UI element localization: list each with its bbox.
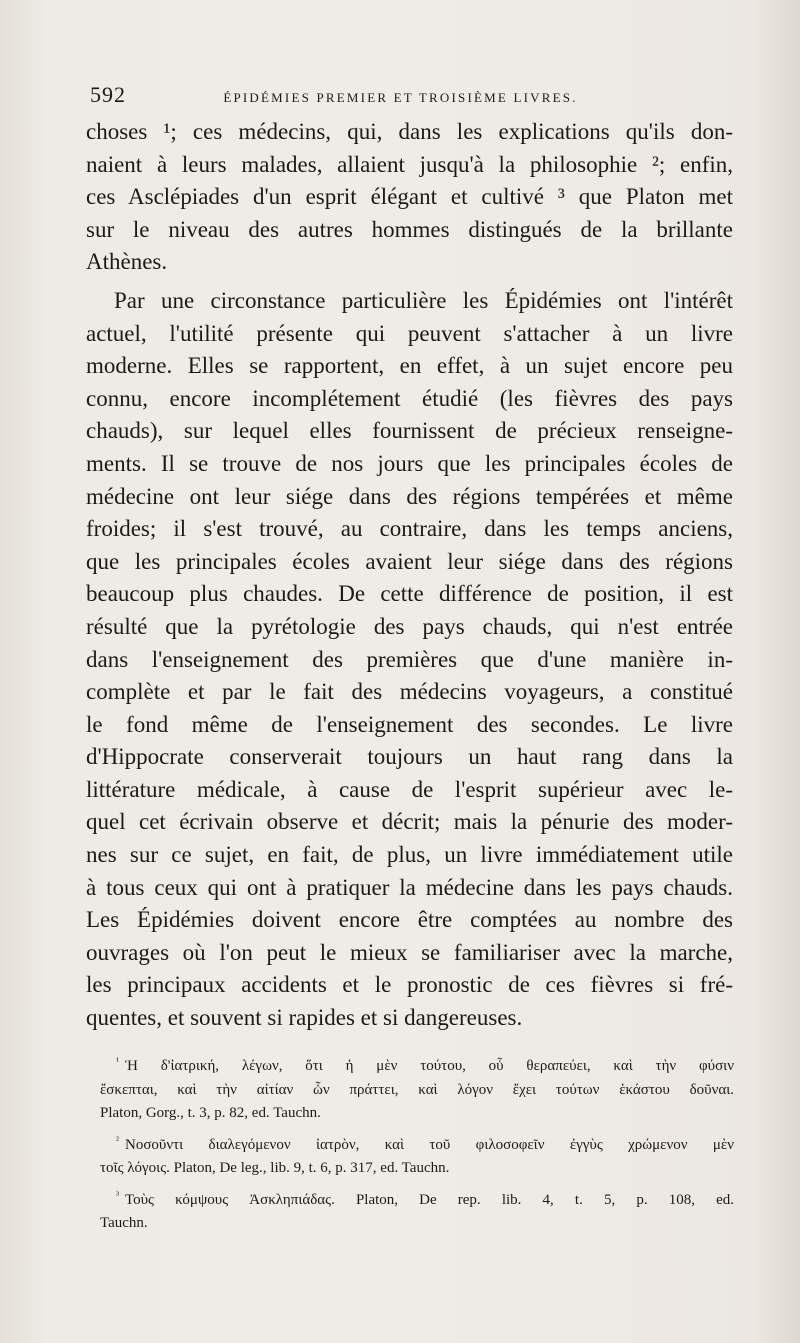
text-line: Les Épidémies doivent encore être comptées au nombre des	[86, 907, 733, 933]
text-line: ces Asclépiades d'un esprit élégant et cultivé ³ que Platon met	[86, 184, 733, 210]
text-line: moderne. Elles se rapportent, en effet, à un sujet encore peu	[86, 353, 733, 379]
text-line: ments. Il se trouve de nos jours que les principales écoles de	[86, 450, 733, 476]
main-text	[86, 116, 733, 1035]
text-line: ouvrages où l'on peut le mieux se familiariser avec la marche,	[86, 939, 733, 965]
text-line: d'Hippocrate conserverait toujours un haut rang dans la	[86, 744, 733, 770]
text-line: littérature médicale, à cause de l'esprit supérieur avec le-	[86, 776, 733, 802]
footnote-line: Platon, Gorg., t. 3, p. 82, ed. Tauchn.	[100, 1105, 321, 1121]
text-line: choses ¹; ces médecins, qui, dans les explications qu'ils don-	[86, 119, 733, 144]
text-line: le fond même de l'enseignement des secondes. Le livre	[86, 711, 733, 737]
text-line: Par une circonstance particulière les Épidémies ont l'intérêt	[114, 287, 733, 313]
footnote-mark: ²	[116, 1134, 119, 1146]
text-line: que les principales écoles avaient leur siége dans des régions	[86, 548, 733, 574]
footnote-1	[100, 1050, 734, 1126]
running-header	[90, 82, 735, 108]
text-line: résulté que la pyrétologie des pays chauds, qui n'est entrée	[86, 613, 733, 639]
footnote-line: $^{^2}$ Νοσοῦντι διαλεγόμενον ἰατρὸν, καὶ τοῦ φιλοσοφεῖν ἐγγὺς χρώμενον μὲν	[116, 1134, 734, 1153]
text-line: médecine ont leur siége dans des régions tempérées et même	[86, 483, 733, 509]
footnote-line: $^{^1}$ Ἡ δ'ἰατρική, λέγων, ὅτι ἡ μὲν τούτου, οὗ θεραπεύει, καὶ τὴν φύσιν	[116, 1056, 734, 1074]
footnote-mark: ³	[116, 1189, 119, 1201]
text-line: actuel, l'utilité présente qui peuvent s'attacher à un livre	[86, 320, 733, 346]
text-line: froides; il s'est trouvé, au contraire, dans les temps anciens,	[86, 516, 733, 542]
text-line: quentes, et souvent si rapides et si dangereuses.	[86, 1005, 523, 1031]
footnote-line: τοῖς λόγοις. Platon, De leg., lib. 9, t. 6, p. 317, ed. Tauchn.	[100, 1160, 450, 1176]
footnote-3	[100, 1184, 734, 1236]
text-line: les principaux accidents et le pronostic de ces fièvres si fré-	[86, 972, 733, 998]
text-line: chauds), sur lequel elles fournissent de précieux renseigne-	[86, 418, 733, 444]
text-line: Athènes.	[86, 249, 168, 275]
footnote-line: $^{^3}$ Τοὺς κόμψους Ἀσκληπιάδας. Platon, De rep. lib. 4, t. 5, p. 108, ed.	[116, 1189, 734, 1208]
footnote-2	[100, 1129, 734, 1181]
text-line: complète et par le fait des médecins voyageurs, a constitué	[86, 679, 733, 705]
footnote-line: ἔσκεπται, καὶ τὴν αἰτίαν ὧν πράττει, καὶ λόγον ἔχει τούτων ἑκάστου δοῦναι.	[100, 1081, 734, 1098]
text-line: à tous ceux qui ont à pratiquer la médecine dans les pays chauds.	[86, 874, 733, 900]
running-title: ÉPIDÉMIES PREMIER ET TROISIÈME LIVRES.	[223, 90, 578, 105]
text-line: quel cet écrivain observe et décrit; mais la pénurie des moder-	[86, 809, 733, 835]
text-line: naient à leurs malades, allaient jusqu'à la philosophie ²; enfin,	[86, 151, 733, 177]
footnote-mark: ¹	[116, 1056, 119, 1067]
paragraph-2	[86, 285, 733, 1035]
text-line: beaucoup plus chaudes. De cette différence de position, il est	[86, 581, 733, 607]
text-line: nes sur ce sujet, en fait, de plus, un livre immédiatement utile	[86, 842, 733, 868]
footnote-line: Tauchn.	[100, 1215, 148, 1231]
footnotes	[100, 1050, 734, 1239]
text-line: sur le niveau des autres hommes distingués de la brillante	[86, 216, 733, 242]
page-number: 592	[90, 82, 126, 107]
text-line: dans l'enseignement des premières que d'une manière in-	[86, 646, 733, 672]
paragraph-1	[86, 116, 733, 279]
text-line: connu, encore incomplétement étudié (les fièvres des pays	[86, 385, 733, 411]
